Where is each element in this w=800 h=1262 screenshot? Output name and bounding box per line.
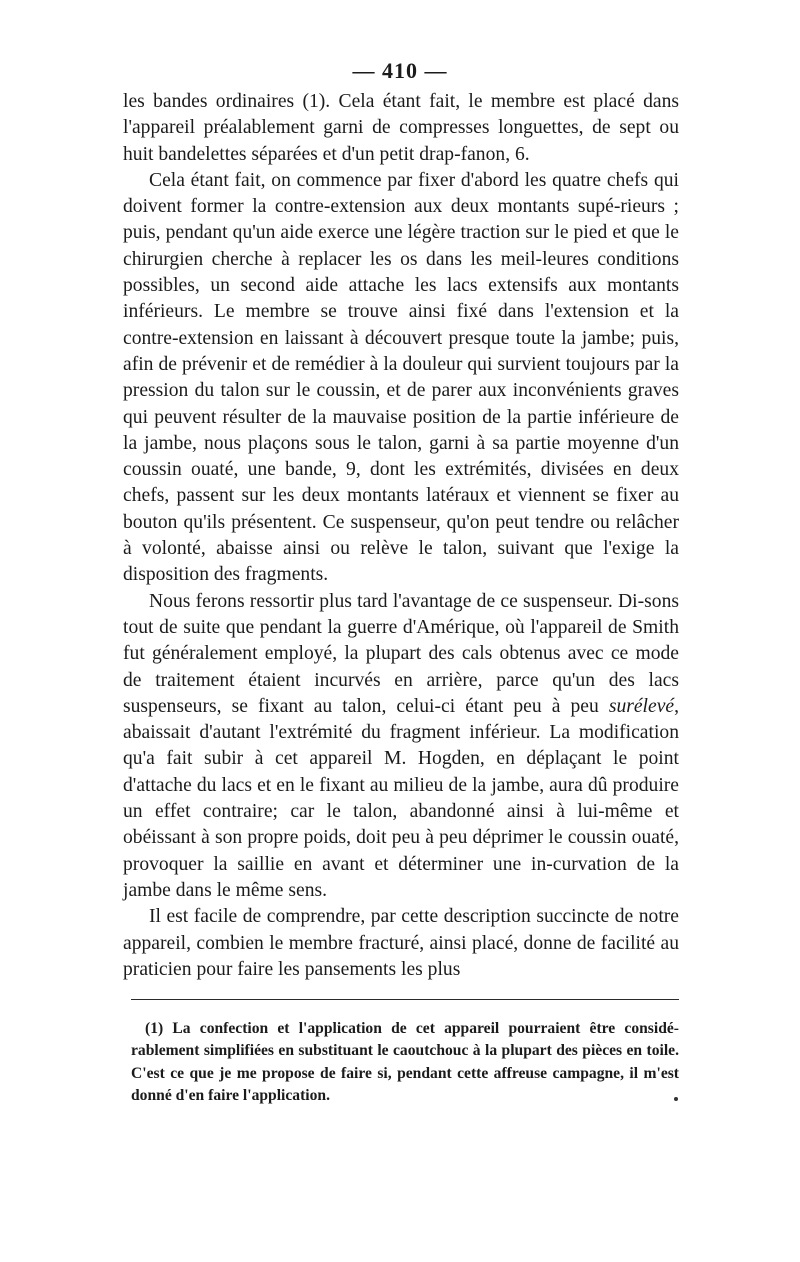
body-text (123, 89, 679, 983)
footnote-text: La confection et l'application de cet appareil pourraient être considé-rablement simplifiées en substituant le caoutchouc à la plupart des pièces en toile. C'est ce que je me propose de faire si, pendant cette affreuse campagne, il m'est donné d'en faire l'application. (131, 1020, 679, 1105)
paragraph-4: Il est facile de comprendre, par cette description succincte de notre appareil, combien le membre fracturé, ainsi placé, donne de facilité au praticien pour faire les pansements les plus (123, 906, 679, 980)
footnote (131, 1018, 679, 1108)
footnote-divider (131, 999, 679, 1000)
paragraph-1: les bandes ordinaires (1). Cela étant fait, le membre est placé dans l'appareil préalablement garni de compresses longuettes, de sept ou huit bandelettes séparées et d'un petit drap-fanon, 6. (123, 91, 679, 165)
paragraph-3-italic-word: surélevé (608, 695, 675, 717)
footnote-marker: (1) (145, 1020, 164, 1037)
page-number: — 410 — (352, 58, 448, 83)
print-speck (674, 1097, 678, 1101)
paragraph-3-text-before: Nous ferons ressortir plus tard l'avantage de ce suspenseur. Di-sons tout de suite que pendant la guerre d'Amérique, où l'appareil de Smith fut généralement employé, la plupart des cals obtenus avec ce mode de traitement étaient incurvés en arrière, parce qu'un des lacs suspenseurs, se fixant au talon, celui-ci étant peu à peu (123, 590, 679, 717)
paragraph-3 (123, 589, 679, 905)
paragraph-2: Cela étant fait, on commence par fixer d'abord les quatre chefs qui doivent former la contre-extension aux deux montants supé-rieurs ; puis, pendant qu'un aide exerce une légère traction sur le pied et que le chirurgien cherche à replacer les os dans les meil-leures conditions possibles, un second aide attache les lacs extensifs aux montants inférieurs. Le membre se trouve ainsi fixé dans l'extension et la contre-extension en laissant à découvert presque toute la jambe; puis, afin de prévenir et de remédier à la douleur qui survient toujours par la pression du talon sur le coussin, et de parer aux inconvénients graves qui peuvent résulter de la mauvaise position de la partie inférieure de la jambe, nous plaçons sous le talon, garni à sa partie moyenne d'un coussin ouaté, une bande, 9, dont les extrémités, divisées en deux chefs, passent sur les deux montants latéraux et viennent se fixer au bouton qu'ils présentent. Ce suspenseur, qu'on peut tendre ou relâcher à volonté, abaisse ainsi ou relève le talon, suivant que l'exige la disposition des fragments. (123, 169, 679, 586)
paragraph-3-text-after: , abaissait d'autant l'extrémité du fragment inférieur. La modification qu'a fait subir à cet appareil M. Hogden, en déplaçant le point d'attache du lacs et en le fixant au milieu de la jambe, aura dû produire un effet contraire; car le talon, abandonné ainsi à lui-même et obéissant à son propre poids, doit peu à peu déprimer le coussin ouaté, provoquer la saillie en avant et déterminer une in-curvation de la jambe dans le même sens. (123, 695, 679, 901)
